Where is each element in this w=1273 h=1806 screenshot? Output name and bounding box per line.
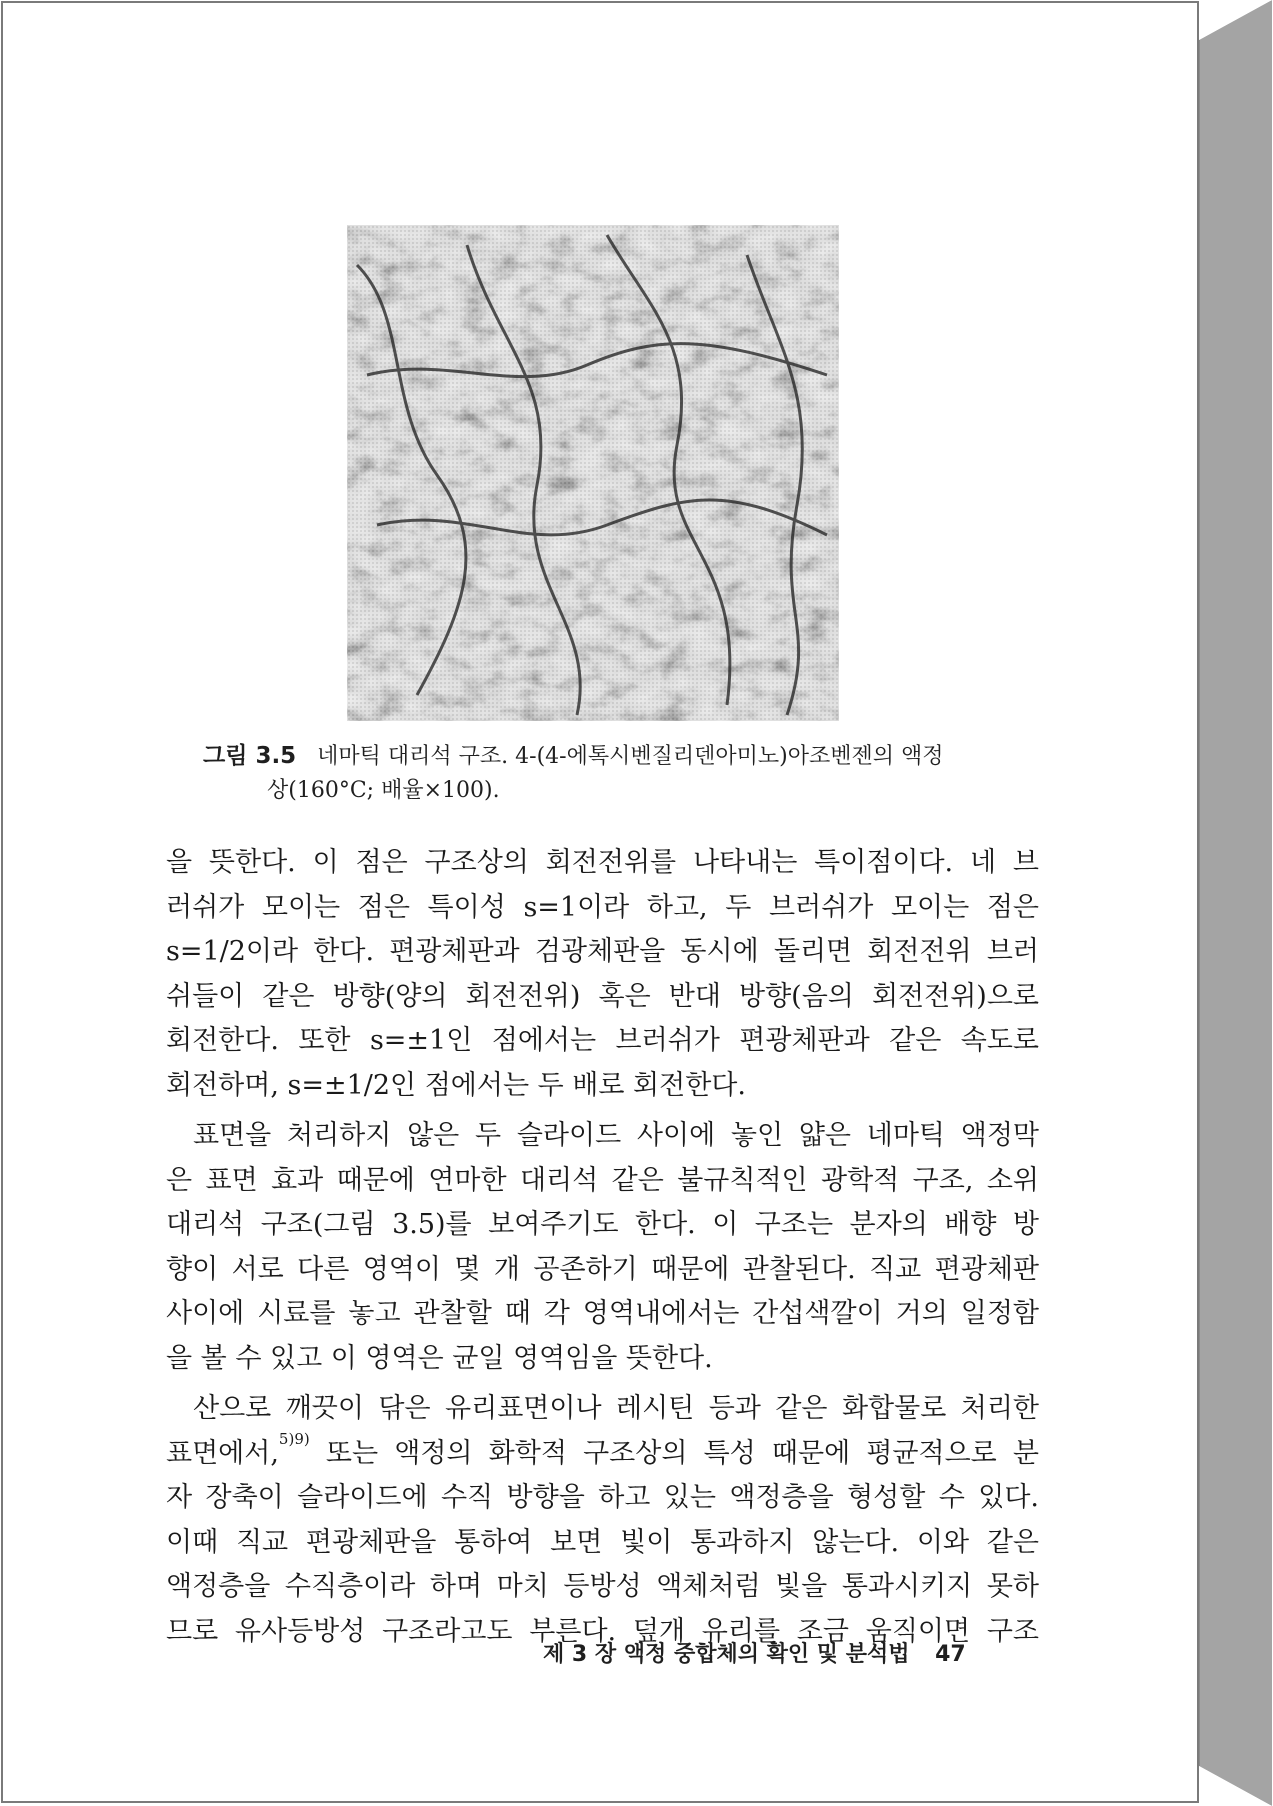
text-line: 사이에 시료를 놓고 관찰할 때 각 영역내에서는 간섭색깔이 거의 일정함 [166,1298,1039,1329]
text-line: 표면을 처리하지 않은 두 슬라이드 사이에 놓인 얇은 네마틱 액정막 [193,1120,1039,1151]
micrograph-image [347,225,839,721]
text-line: 러쉬가 모이는 점은 특이성 s=1이라 하고, 두 브러쉬가 모이는 점은 [166,891,1039,923]
book-page [1,1,1199,1803]
text-line: 이때 직교 편광체판을 통하여 보면 빛이 통과하지 않는다. 이와 같은 [166,1526,1039,1558]
citation-superscript: 5)9) [278,1429,310,1448]
text-line: 을 볼 수 있고 이 영역은 균일 영역임을 뜻한다. [166,1342,713,1374]
figure-caption [203,739,1053,808]
paragraph-3 [166,1387,1039,1654]
text-line-with-citation [166,1429,1039,1477]
body-text [166,841,1039,1654]
paragraph-2 [166,1114,1039,1381]
text-line: 은 표면 효과 때문에 연마한 대리석 같은 불규칙적인 광학적 구조, 소위 [166,1164,1039,1196]
caption-line-2: 상(160°C; 배율×100). [267,778,500,803]
page-number: 47 [935,1642,966,1667]
text-line: 자 장축이 슬라이드에 수직 방향을 하고 있는 액정층을 형성할 수 있다. [166,1482,1039,1513]
text-fragment: 표면에서, [166,1437,279,1469]
text-line: s=1/2이라 한다. 편광체판과 검광체판을 동시에 돌리면 회전전위 브러 [166,936,1039,967]
text-line: 대리석 구조(그림 3.5)를 보여주기도 한다. 이 구조는 분자의 배향 방 [166,1209,1039,1240]
text-fragment: 또는 액정의 화학적 구조상의 특성 때문에 평균적으로 분 [325,1437,1039,1469]
text-line: 회전한다. 또한 s=±1인 점에서는 브러쉬가 편광체판과 같은 속도로 [166,1025,1039,1056]
caption-line-1: 네마틱 대리석 구조. 4-(4-에톡시벤질리덴아미노)아조벤젠의 액정 [317,744,944,769]
book-spine-edge [1199,0,1272,1806]
text-line: 을 뜻한다. 이 점은 구조상의 회전전위를 나타내는 특이점이다. 네 브 [166,847,1039,878]
running-footer [543,1637,1023,1668]
caption-label: 그림 3.5 [203,743,297,769]
chapter-title: 제 3 장 액정 중합체의 확인 및 분석법 [543,1642,910,1667]
text-line: 향이 서로 다른 영역이 몇 개 공존하기 때문에 관찰된다. 직교 편광체판 [166,1253,1039,1285]
text-line: 액정층을 수직층이라 하며 마치 등방성 액체처럼 빛을 통과시키지 못하 [166,1571,1039,1602]
text-line: 쉬들이 같은 방향(양의 회전전위) 혹은 반대 방향(음의 회전전위)으로 [166,980,1039,1012]
text-line: 므로 유사등방성 구조라고도 부른다. 덮개 유리를 조금 움직이면 구조 [166,1615,1039,1647]
paragraph-1 [166,841,1039,1108]
text-line: 산으로 깨끗이 닦은 유리표면이나 레시틴 등과 같은 화합물로 처리한 [193,1393,1039,1424]
marble-texture-graphic [347,225,839,721]
text-line: 회전하며, s=±1/2인 점에서는 두 배로 회전한다. [166,1069,746,1101]
